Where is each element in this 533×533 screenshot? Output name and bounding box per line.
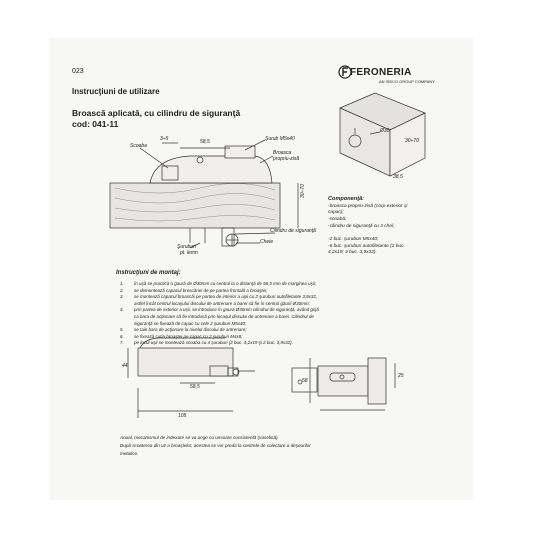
instruction-step <box>120 334 243 339</box>
screws-label: Şuruburi <box>177 244 196 250</box>
step-text: pe locul uşii se montează scoaba cu 4 şuruburi (2 buc. 4,2x19 şi 2 buc. 3,9x32). <box>134 340 293 346</box>
dim-label: 58,5 <box>190 384 200 390</box>
dim-label: 25 <box>398 373 404 379</box>
step-text: astfel încât centrul locaşului discului de antrenare a barei să fie în centrul găurii Ø30mm; <box>134 300 310 306</box>
dim-label: 3÷5 <box>160 136 169 142</box>
components-title: Componenţă: <box>328 196 365 202</box>
instruction-step <box>120 301 310 306</box>
dim-label: Ø30 <box>380 128 390 134</box>
document-page <box>50 38 473 500</box>
step-text: se taie bara de acţionare la nivelul discului de antrenare; <box>134 327 247 333</box>
step-text: siguranţă se fixează de capac cu cele 2 şuruburi M5x40; <box>134 320 247 326</box>
step-text: se montează capacul broascăi pe partea de interior a uşii cu 2 şuruburi autofiletante 3,9x32, <box>134 294 318 300</box>
step-number: 2. <box>120 287 124 293</box>
note-line: metalice. <box>120 451 139 456</box>
step-number: 3. <box>120 294 124 300</box>
instruction-step <box>120 294 317 299</box>
step-text: se fixează cutia broaştei pe capac cu 2 şuruburi M4x8; <box>134 333 243 339</box>
dim-label: 58,5 <box>200 139 210 145</box>
product-code: cod: 041-11 <box>72 119 119 129</box>
lock-label-2: propriu-zisă <box>273 156 300 162</box>
step-number: 6. <box>120 333 124 339</box>
dim-label: 30÷70 <box>405 138 419 144</box>
instruction-step <box>120 340 293 345</box>
page-number: 023 <box>72 68 84 75</box>
lock-label: Broasca <box>273 150 292 156</box>
wood-label: pt. lemn <box>180 250 198 256</box>
step-number: 1. <box>120 281 124 286</box>
dim-label: 58 <box>302 378 308 384</box>
dim-label: 44 <box>122 363 128 369</box>
instruction-step <box>120 307 319 312</box>
page-title: Instrucţiuni de utilizare <box>72 87 160 96</box>
lock-assembly-drawing <box>50 38 473 500</box>
component-item: -6 buc. şuruburi autofiletante (2 buc. 4,2x19; 4 buc. 3,9x32). <box>328 244 405 255</box>
instructions-title: Instrucţiuni de montaj: <box>116 270 181 276</box>
dim-label: 38,5 <box>393 174 403 180</box>
instruction-step <box>120 321 246 326</box>
step-text: ca bara de acţionare să fie introdusă prin locaşul discului de antrenare a barei. Cilindrul de <box>134 314 314 319</box>
instruction-step <box>120 314 314 319</box>
dim-label: 30÷70 <box>300 184 306 198</box>
step-number: 4. <box>120 307 124 313</box>
product-name: Broască aplicată, cu cilindru de siguranţă <box>72 108 241 118</box>
component-item: -cilindru de siguranţă cu 3 chei; <box>328 224 395 229</box>
note-line: Anual, mecanismul de indexare se va unge cu unsoare consistentă (vaselină). <box>120 435 279 440</box>
instruction-step <box>120 327 247 332</box>
component-item: -broasca propriu-zisă (corp exterior şi capac); <box>328 204 408 215</box>
instruction-step <box>120 281 316 286</box>
key-label: Cheie <box>260 239 274 245</box>
component-item: -2 buc. şuruburi M5x40; <box>328 237 379 242</box>
step-text: în uşă se practică o gaură de Ø30mm cu centrul la o distanţă de 58,5 mm de marginea uşii; <box>134 281 317 286</box>
dim-label: 105 <box>178 413 187 419</box>
step-number: 5. <box>120 327 124 333</box>
instruction-step <box>120 288 267 293</box>
step-text: prin partea de exterior a uşii, se introduce în gaura Ø30mm cilindrul de siguranţă, având grijă <box>134 307 319 313</box>
brand-name: FERONERIA <box>350 67 412 78</box>
scoaba-label: Scoaba <box>130 143 147 149</box>
screw-label: Şurub M5x40 <box>265 136 295 142</box>
note-line: După scoaterea din uz a broaştelor, acestea se vor preda la centrele de colectare a deşeurilor <box>120 443 311 448</box>
brand-group: AN ISECO GROUP COMPANY <box>379 79 435 84</box>
component-item: -scoabă; <box>328 217 347 222</box>
step-number: 7. <box>120 340 124 346</box>
cylinder-label: Cilindru de siguranţă <box>270 228 316 234</box>
step-text: se demontează capacul broscăriei de pe partea frontală a broaştei; <box>134 287 268 293</box>
